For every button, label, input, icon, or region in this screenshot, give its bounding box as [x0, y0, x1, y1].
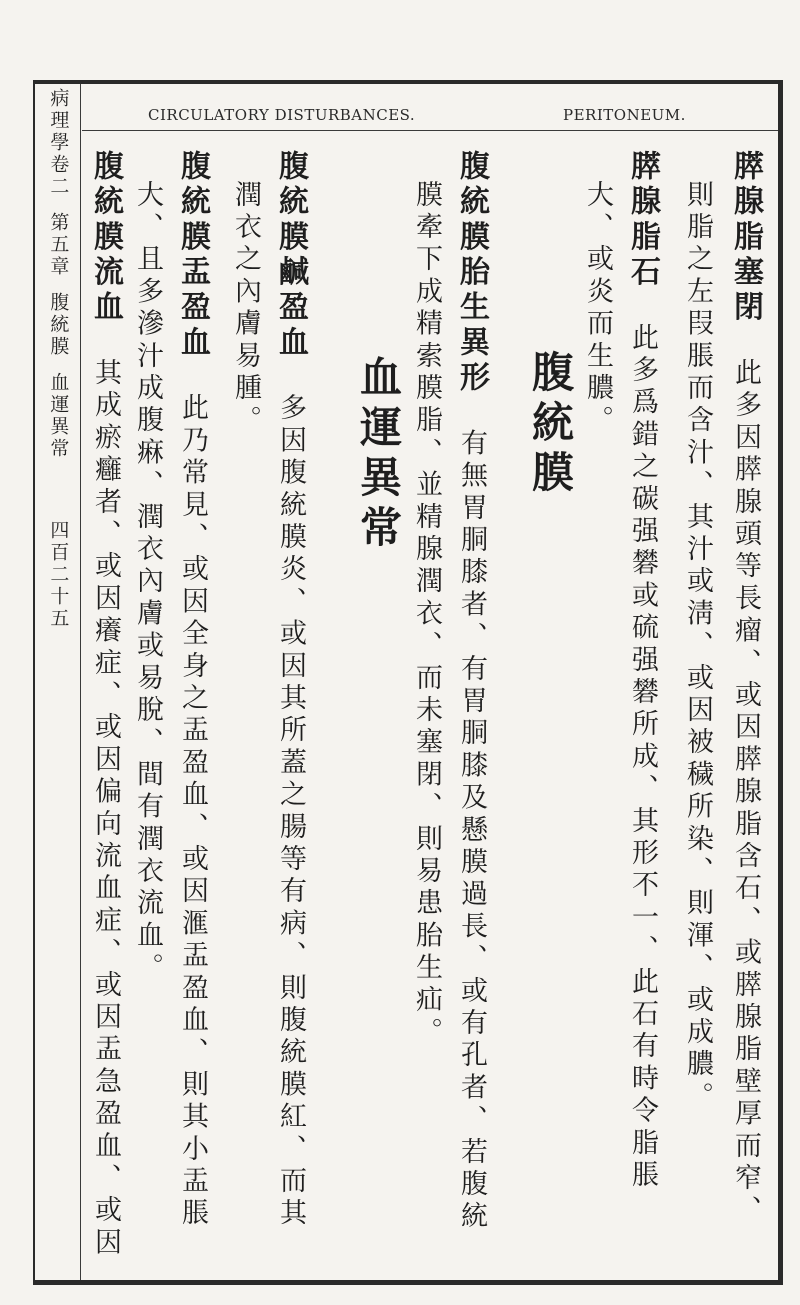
heading-pancreatic-duct-occlusion: 膵腺脂塞閉 — [728, 150, 763, 326]
heading-peritoneum-hemorrhage: 腹統膜流血 — [88, 150, 123, 326]
column-10 — [134, 180, 161, 985]
running-head-book: 病理學卷二 — [47, 88, 70, 198]
column-1-text: 此多因膵腺頭等長瘤、或因膵腺脂含石、或膵腺脂壁厚而窄、 — [730, 358, 761, 1228]
column-7 — [273, 150, 308, 1231]
gutter-rule — [80, 84, 81, 1280]
running-head-section: 腹統膜 — [47, 292, 70, 358]
column-5 — [454, 150, 489, 1234]
running-head-topic: 血運異常 — [47, 372, 70, 460]
header-rule — [82, 130, 778, 131]
column-8-text: 潤衣之內膚易腫。 — [230, 180, 261, 438]
running-head — [36, 88, 80, 644]
running-head-chapter: 第五章 — [47, 212, 70, 278]
column-11 — [88, 150, 123, 1260]
column-4 — [584, 180, 611, 438]
column-5-text: 有無胃胴膝者、有胃胴膝及懸膜過長、或有孔者、若腹統 — [456, 428, 487, 1234]
column-6 — [413, 180, 440, 1049]
column-2-text: 則脂之左叚脹而含汁、其汁或淸、或因被穢所染、則渾、或成膿。 — [682, 180, 713, 1114]
subsection-title: 血運異常 — [354, 355, 403, 555]
column-8 — [232, 180, 259, 438]
heading-pancreatic-duct-stone: 膵腺脂石 — [625, 150, 660, 291]
column-3 — [625, 150, 660, 1193]
column-3-text: 此多爲錯之碳强礬或硫强礬所成、其形不一、此石有時令脂脹 — [627, 323, 658, 1193]
heading-peritoneum-congenital-anomaly: 腹統膜胎生異形 — [454, 150, 489, 397]
column-11-text: 其成瘀癰者、或因癢症、或因偏向流血症、或因盂急盈血、或因 — [90, 358, 121, 1260]
heading-peritoneum-arterial-hyperemia: 腹統膜鹹盈血 — [273, 150, 308, 362]
header-left-title: CIRCULATORY DISTURBANCES. — [148, 106, 416, 124]
header-right-title: PERITONEUM. — [563, 106, 686, 124]
column-10-text: 大、且多滲汁成腹痳、潤衣內膚或易脫、間有潤衣流血。 — [132, 180, 163, 985]
column-9-text: 此乃常見、或因全身之盂盈血、或因滙盂盈血、則其小盂脹 — [177, 393, 208, 1231]
column-1 — [728, 150, 763, 1228]
heading-peritoneum-venous-hyperemia: 腹統膜盂盈血 — [175, 150, 210, 362]
column-9 — [175, 150, 210, 1231]
page-number: 四百二十五 — [47, 520, 70, 630]
column-6-text: 膜牽下成精索膜脂、並精腺潤衣、而未塞閉、則易患胎生疝。 — [411, 180, 442, 1050]
column-2 — [684, 180, 711, 1114]
column-7-text: 多因腹統膜炎、或因其所蓋之腸等有病、則腹統膜紅、而其 — [275, 393, 306, 1231]
section-title: 腹統膜 — [526, 350, 575, 500]
column-4-text: 大、或炎而生膿。 — [582, 180, 613, 438]
